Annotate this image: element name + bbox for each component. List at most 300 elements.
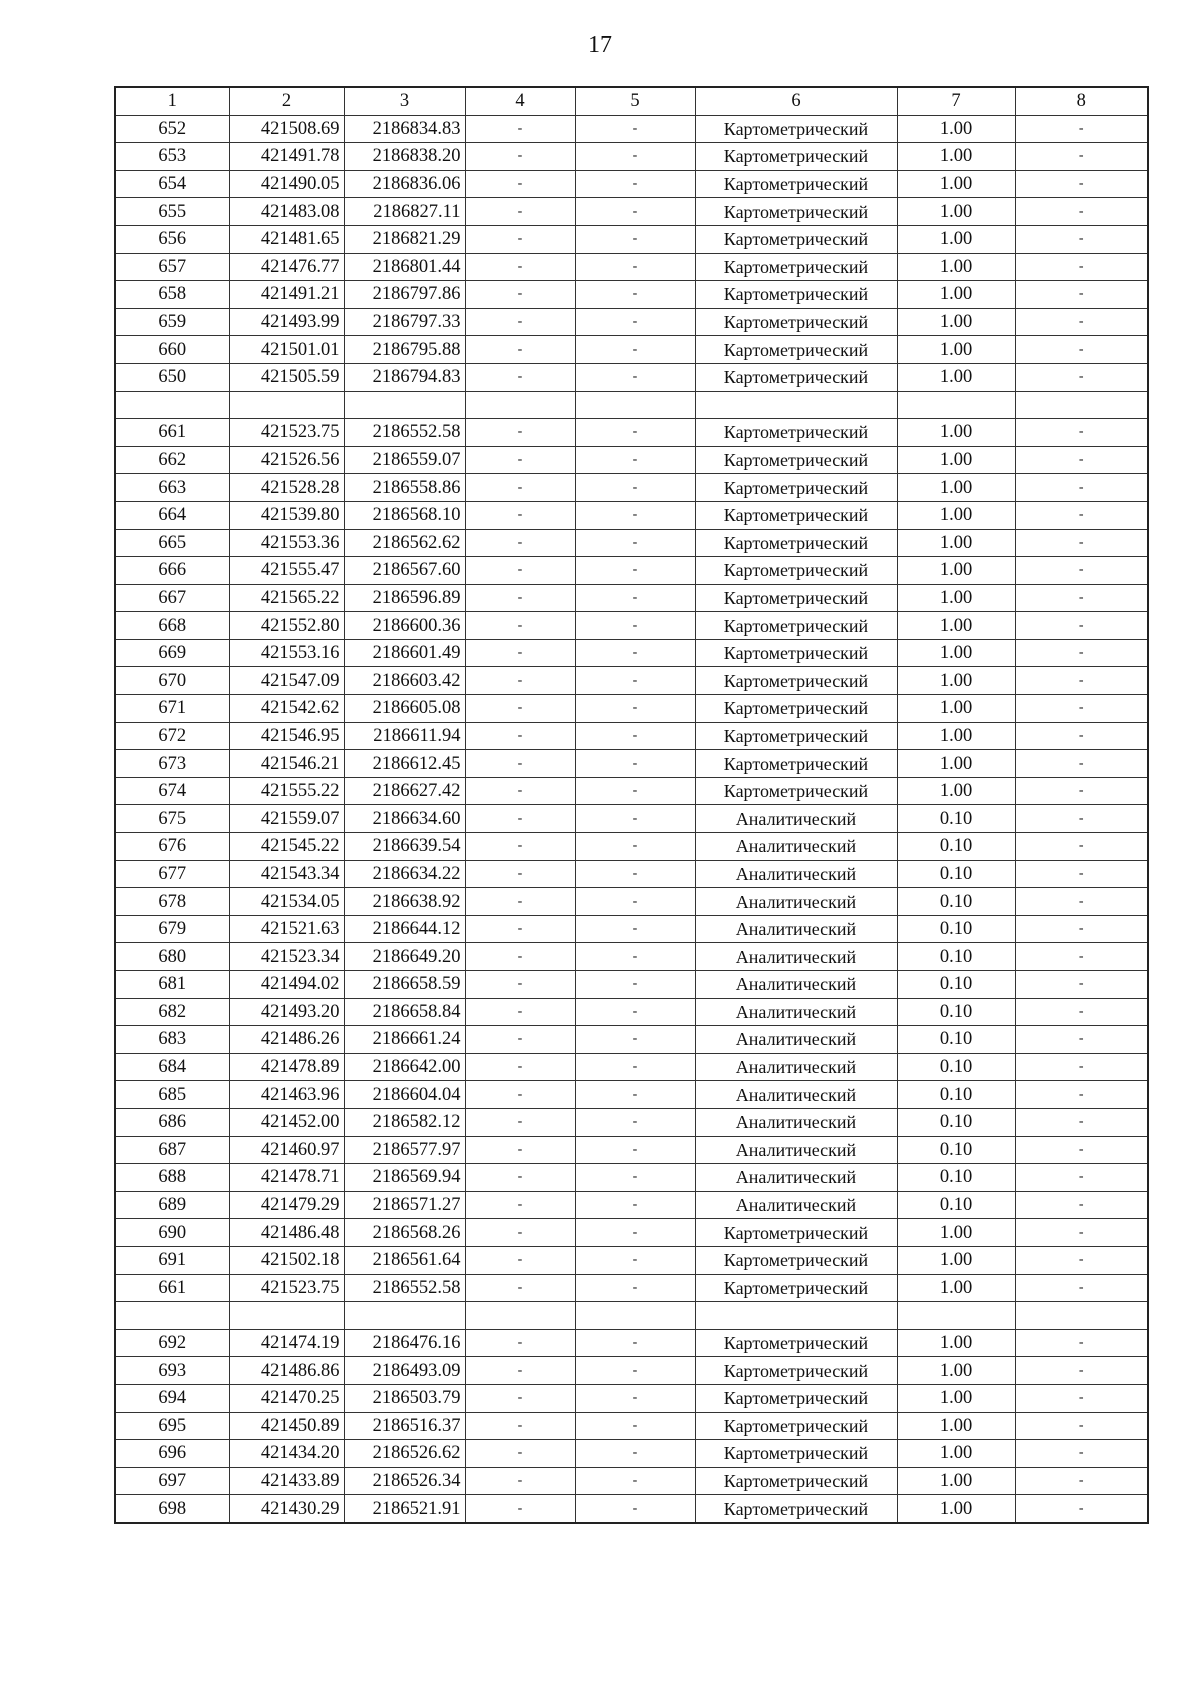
table-row bbox=[115, 1053, 1148, 1081]
column-4-cell: - bbox=[465, 1412, 575, 1440]
x-coordinate-cell: 421539.80 bbox=[229, 501, 344, 529]
column-5-cell: - bbox=[575, 888, 695, 916]
accuracy-cell: 1.00 bbox=[897, 446, 1015, 474]
accuracy-cell: 0.10 bbox=[897, 805, 1015, 833]
column-5-cell: - bbox=[575, 639, 695, 667]
method-cell: Аналитический bbox=[695, 833, 897, 861]
accuracy-cell: 1.00 bbox=[897, 308, 1015, 336]
y-coordinate-cell: 2186797.33 bbox=[344, 308, 465, 336]
x-coordinate-cell: 421494.02 bbox=[229, 971, 344, 999]
accuracy-cell: 1.00 bbox=[897, 639, 1015, 667]
accuracy-cell: 1.00 bbox=[897, 474, 1015, 502]
accuracy-cell: 1.00 bbox=[897, 363, 1015, 391]
column-5-cell: - bbox=[575, 501, 695, 529]
x-coordinate-cell: 421502.18 bbox=[229, 1246, 344, 1274]
column-4-cell: - bbox=[465, 695, 575, 723]
column-8-cell: - bbox=[1015, 888, 1148, 916]
table-row bbox=[115, 474, 1148, 502]
method-cell: Картометрический bbox=[695, 1440, 897, 1468]
column-4-cell: - bbox=[465, 281, 575, 309]
y-coordinate-cell: 2186838.20 bbox=[344, 143, 465, 171]
method-cell: Аналитический bbox=[695, 1191, 897, 1219]
method-cell: Картометрический bbox=[695, 1246, 897, 1274]
method-cell: Картометрический bbox=[695, 1384, 897, 1412]
column-8-cell: - bbox=[1015, 833, 1148, 861]
y-coordinate-cell: 2186568.10 bbox=[344, 501, 465, 529]
accuracy-cell: 0.10 bbox=[897, 1053, 1015, 1081]
column-5-cell: - bbox=[575, 750, 695, 778]
y-coordinate-cell: 2186476.16 bbox=[344, 1329, 465, 1357]
column-4-cell: - bbox=[465, 667, 575, 695]
column-5-cell: - bbox=[575, 1164, 695, 1192]
y-coordinate-cell: 2186658.84 bbox=[344, 998, 465, 1026]
table-row bbox=[115, 805, 1148, 833]
column-8-cell: - bbox=[1015, 1246, 1148, 1274]
column-5-cell: - bbox=[575, 860, 695, 888]
column-5-cell: - bbox=[575, 253, 695, 281]
x-coordinate-cell: 421547.09 bbox=[229, 667, 344, 695]
table-row bbox=[115, 170, 1148, 198]
y-coordinate-cell: 2186600.36 bbox=[344, 612, 465, 640]
column-5-cell: - bbox=[575, 170, 695, 198]
column-8-cell: - bbox=[1015, 1329, 1148, 1357]
column-8-cell: - bbox=[1015, 446, 1148, 474]
x-coordinate-cell: 421546.95 bbox=[229, 722, 344, 750]
table-row bbox=[115, 446, 1148, 474]
x-coordinate-cell: 421545.22 bbox=[229, 833, 344, 861]
column-4-cell: - bbox=[465, 1053, 575, 1081]
method-cell: Картометрический bbox=[695, 1412, 897, 1440]
column-5-cell: - bbox=[575, 1053, 695, 1081]
column-8-cell: - bbox=[1015, 336, 1148, 364]
y-coordinate-cell: 2186649.20 bbox=[344, 943, 465, 971]
x-coordinate-cell: 421474.19 bbox=[229, 1329, 344, 1357]
y-coordinate-cell: 2186559.07 bbox=[344, 446, 465, 474]
column-8-cell: - bbox=[1015, 529, 1148, 557]
method-cell bbox=[695, 391, 897, 419]
table-row bbox=[115, 336, 1148, 364]
y-coordinate-cell: 2186661.24 bbox=[344, 1026, 465, 1054]
accuracy-cell: 1.00 bbox=[897, 1440, 1015, 1468]
x-coordinate-cell: 421483.08 bbox=[229, 198, 344, 226]
point-number-cell: 663 bbox=[115, 474, 229, 502]
accuracy-cell: 1.00 bbox=[897, 501, 1015, 529]
column-8-cell: - bbox=[1015, 1467, 1148, 1495]
point-number-cell: 688 bbox=[115, 1164, 229, 1192]
accuracy-cell: 0.10 bbox=[897, 888, 1015, 916]
y-coordinate-cell: 2186526.34 bbox=[344, 1467, 465, 1495]
point-number-cell: 659 bbox=[115, 308, 229, 336]
y-coordinate-cell: 2186827.11 bbox=[344, 198, 465, 226]
table-row bbox=[115, 750, 1148, 778]
table-row bbox=[115, 888, 1148, 916]
method-cell: Картометрический bbox=[695, 170, 897, 198]
x-coordinate-cell: 421523.75 bbox=[229, 1274, 344, 1302]
x-coordinate-cell: 421430.29 bbox=[229, 1495, 344, 1523]
column-5-cell: - bbox=[575, 419, 695, 447]
column-header: 3 bbox=[344, 87, 465, 115]
column-8-cell: - bbox=[1015, 805, 1148, 833]
column-5-cell: - bbox=[575, 833, 695, 861]
column-4-cell: - bbox=[465, 308, 575, 336]
y-coordinate-cell: 2186569.94 bbox=[344, 1164, 465, 1192]
method-cell: Аналитический bbox=[695, 860, 897, 888]
point-number-cell: 696 bbox=[115, 1440, 229, 1468]
accuracy-cell: 0.10 bbox=[897, 1081, 1015, 1109]
column-4-cell: - bbox=[465, 639, 575, 667]
y-coordinate-cell bbox=[344, 1302, 465, 1330]
column-8-cell: - bbox=[1015, 750, 1148, 778]
column-8-cell: - bbox=[1015, 612, 1148, 640]
point-number-cell: 678 bbox=[115, 888, 229, 916]
x-coordinate-cell: 421470.25 bbox=[229, 1384, 344, 1412]
method-cell: Картометрический bbox=[695, 750, 897, 778]
x-coordinate-cell: 421523.34 bbox=[229, 943, 344, 971]
y-coordinate-cell: 2186638.92 bbox=[344, 888, 465, 916]
point-number-cell: 681 bbox=[115, 971, 229, 999]
accuracy-cell: 0.10 bbox=[897, 1191, 1015, 1219]
x-coordinate-cell: 421433.89 bbox=[229, 1467, 344, 1495]
method-cell: Картометрический bbox=[695, 1357, 897, 1385]
column-4-cell: - bbox=[465, 115, 575, 143]
x-coordinate-cell: 421552.80 bbox=[229, 612, 344, 640]
column-5-cell: - bbox=[575, 915, 695, 943]
column-8-cell: - bbox=[1015, 363, 1148, 391]
method-cell: Картометрический bbox=[695, 1329, 897, 1357]
method-cell: Аналитический bbox=[695, 1053, 897, 1081]
column-5-cell: - bbox=[575, 1274, 695, 1302]
table-row bbox=[115, 419, 1148, 447]
column-5-cell: - bbox=[575, 1191, 695, 1219]
x-coordinate-cell: 421478.71 bbox=[229, 1164, 344, 1192]
x-coordinate-cell: 421553.16 bbox=[229, 639, 344, 667]
column-5-cell: - bbox=[575, 1219, 695, 1247]
y-coordinate-cell: 2186795.88 bbox=[344, 336, 465, 364]
accuracy-cell: 0.10 bbox=[897, 833, 1015, 861]
method-cell: Аналитический bbox=[695, 943, 897, 971]
table-row bbox=[115, 833, 1148, 861]
accuracy-cell: 0.10 bbox=[897, 971, 1015, 999]
point-number-cell: 664 bbox=[115, 501, 229, 529]
column-4-cell: - bbox=[465, 833, 575, 861]
y-coordinate-cell: 2186644.12 bbox=[344, 915, 465, 943]
column-8-cell: - bbox=[1015, 143, 1148, 171]
table-row bbox=[115, 1329, 1148, 1357]
column-8-cell: - bbox=[1015, 943, 1148, 971]
point-number-cell: 661 bbox=[115, 419, 229, 447]
y-coordinate-cell: 2186801.44 bbox=[344, 253, 465, 281]
accuracy-cell: 1.00 bbox=[897, 1246, 1015, 1274]
method-cell: Аналитический bbox=[695, 971, 897, 999]
column-5-cell: - bbox=[575, 1357, 695, 1385]
table-row bbox=[115, 281, 1148, 309]
point-number-cell: 658 bbox=[115, 281, 229, 309]
column-8-cell: - bbox=[1015, 225, 1148, 253]
y-coordinate-cell: 2186552.58 bbox=[344, 1274, 465, 1302]
column-4-cell: - bbox=[465, 1108, 575, 1136]
x-coordinate-cell: 421450.89 bbox=[229, 1412, 344, 1440]
accuracy-cell: 1.00 bbox=[897, 695, 1015, 723]
column-8-cell: - bbox=[1015, 1274, 1148, 1302]
y-coordinate-cell: 2186601.49 bbox=[344, 639, 465, 667]
accuracy-cell: 1.00 bbox=[897, 1329, 1015, 1357]
column-4-cell bbox=[465, 391, 575, 419]
accuracy-cell: 0.10 bbox=[897, 860, 1015, 888]
accuracy-cell: 0.10 bbox=[897, 1136, 1015, 1164]
column-5-cell: - bbox=[575, 1081, 695, 1109]
y-coordinate-cell: 2186521.91 bbox=[344, 1495, 465, 1523]
table-row bbox=[115, 1467, 1148, 1495]
column-8-cell: - bbox=[1015, 860, 1148, 888]
column-4-cell: - bbox=[465, 1329, 575, 1357]
point-number-cell: 679 bbox=[115, 915, 229, 943]
table-header-row bbox=[115, 87, 1148, 115]
y-coordinate-cell bbox=[344, 391, 465, 419]
point-number-cell: 687 bbox=[115, 1136, 229, 1164]
x-coordinate-cell: 421534.05 bbox=[229, 888, 344, 916]
column-8-cell: - bbox=[1015, 695, 1148, 723]
x-coordinate-cell: 421479.29 bbox=[229, 1191, 344, 1219]
column-5-cell: - bbox=[575, 695, 695, 723]
column-header: 7 bbox=[897, 87, 1015, 115]
column-8-cell: - bbox=[1015, 419, 1148, 447]
column-4-cell: - bbox=[465, 253, 575, 281]
table-row bbox=[115, 1384, 1148, 1412]
point-number-cell: 665 bbox=[115, 529, 229, 557]
column-4-cell: - bbox=[465, 722, 575, 750]
x-coordinate-cell: 421555.22 bbox=[229, 777, 344, 805]
column-header: 8 bbox=[1015, 87, 1148, 115]
point-number-cell: 657 bbox=[115, 253, 229, 281]
column-5-cell: - bbox=[575, 446, 695, 474]
point-number-cell: 690 bbox=[115, 1219, 229, 1247]
x-coordinate-cell: 421460.97 bbox=[229, 1136, 344, 1164]
method-cell: Картометрический bbox=[695, 225, 897, 253]
point-number-cell: 676 bbox=[115, 833, 229, 861]
x-coordinate-cell: 421486.86 bbox=[229, 1357, 344, 1385]
accuracy-cell: 1.00 bbox=[897, 584, 1015, 612]
column-5-cell: - bbox=[575, 529, 695, 557]
point-number-cell: 694 bbox=[115, 1384, 229, 1412]
accuracy-cell: 1.00 bbox=[897, 722, 1015, 750]
y-coordinate-cell: 2186658.59 bbox=[344, 971, 465, 999]
column-5-cell: - bbox=[575, 971, 695, 999]
column-5-cell: - bbox=[575, 474, 695, 502]
column-5-cell: - bbox=[575, 1467, 695, 1495]
column-5-cell: - bbox=[575, 1108, 695, 1136]
column-8-cell: - bbox=[1015, 501, 1148, 529]
accuracy-cell: 1.00 bbox=[897, 750, 1015, 778]
column-5-cell: - bbox=[575, 1136, 695, 1164]
y-coordinate-cell: 2186558.86 bbox=[344, 474, 465, 502]
table-row bbox=[115, 501, 1148, 529]
column-5-cell: - bbox=[575, 943, 695, 971]
method-cell: Картометрический bbox=[695, 308, 897, 336]
y-coordinate-cell: 2186603.42 bbox=[344, 667, 465, 695]
column-4-cell: - bbox=[465, 1191, 575, 1219]
point-number-cell: 670 bbox=[115, 667, 229, 695]
y-coordinate-cell: 2186627.42 bbox=[344, 777, 465, 805]
column-8-cell: - bbox=[1015, 1164, 1148, 1192]
column-8-cell: - bbox=[1015, 115, 1148, 143]
method-cell bbox=[695, 1302, 897, 1330]
accuracy-cell: 0.10 bbox=[897, 943, 1015, 971]
column-5-cell: - bbox=[575, 198, 695, 226]
table-row bbox=[115, 943, 1148, 971]
x-coordinate-cell bbox=[229, 391, 344, 419]
table-row bbox=[115, 695, 1148, 723]
point-number-cell: 686 bbox=[115, 1108, 229, 1136]
x-coordinate-cell: 421543.34 bbox=[229, 860, 344, 888]
point-number-cell: 680 bbox=[115, 943, 229, 971]
column-8-cell: - bbox=[1015, 474, 1148, 502]
column-4-cell: - bbox=[465, 805, 575, 833]
y-coordinate-cell: 2186634.22 bbox=[344, 860, 465, 888]
y-coordinate-cell: 2186834.83 bbox=[344, 115, 465, 143]
column-8-cell: - bbox=[1015, 639, 1148, 667]
column-4-cell: - bbox=[465, 363, 575, 391]
table-row bbox=[115, 198, 1148, 226]
column-4-cell: - bbox=[465, 1274, 575, 1302]
y-coordinate-cell: 2186516.37 bbox=[344, 1412, 465, 1440]
point-number-cell: 697 bbox=[115, 1467, 229, 1495]
column-header: 1 bbox=[115, 87, 229, 115]
y-coordinate-cell: 2186821.29 bbox=[344, 225, 465, 253]
y-coordinate-cell: 2186596.89 bbox=[344, 584, 465, 612]
x-coordinate-cell: 421553.36 bbox=[229, 529, 344, 557]
accuracy-cell: 1.00 bbox=[897, 336, 1015, 364]
table-body bbox=[115, 115, 1148, 1523]
column-5-cell: - bbox=[575, 1246, 695, 1274]
point-number-cell: 677 bbox=[115, 860, 229, 888]
column-5-cell: - bbox=[575, 1329, 695, 1357]
column-4-cell: - bbox=[465, 1467, 575, 1495]
y-coordinate-cell: 2186567.60 bbox=[344, 557, 465, 585]
x-coordinate-cell: 421505.59 bbox=[229, 363, 344, 391]
column-8-cell: - bbox=[1015, 253, 1148, 281]
column-5-cell: - bbox=[575, 363, 695, 391]
table-row bbox=[115, 1274, 1148, 1302]
accuracy-cell: 0.10 bbox=[897, 1108, 1015, 1136]
column-header: 5 bbox=[575, 87, 695, 115]
column-8-cell: - bbox=[1015, 777, 1148, 805]
column-8-cell: - bbox=[1015, 1026, 1148, 1054]
accuracy-cell: 1.00 bbox=[897, 419, 1015, 447]
x-coordinate-cell: 421565.22 bbox=[229, 584, 344, 612]
column-4-cell: - bbox=[465, 915, 575, 943]
column-5-cell: - bbox=[575, 1412, 695, 1440]
column-4-cell: - bbox=[465, 557, 575, 585]
column-5-cell: - bbox=[575, 805, 695, 833]
point-number-cell: 691 bbox=[115, 1246, 229, 1274]
method-cell: Картометрический bbox=[695, 557, 897, 585]
method-cell: Картометрический bbox=[695, 419, 897, 447]
column-5-cell: - bbox=[575, 722, 695, 750]
column-5-cell: - bbox=[575, 998, 695, 1026]
accuracy-cell: 0.10 bbox=[897, 1026, 1015, 1054]
table-row bbox=[115, 722, 1148, 750]
table-row bbox=[115, 1412, 1148, 1440]
y-coordinate-cell: 2186794.83 bbox=[344, 363, 465, 391]
y-coordinate-cell: 2186611.94 bbox=[344, 722, 465, 750]
method-cell: Картометрический bbox=[695, 115, 897, 143]
accuracy-cell: 0.10 bbox=[897, 1164, 1015, 1192]
column-4-cell: - bbox=[465, 998, 575, 1026]
method-cell: Картометрический bbox=[695, 1495, 897, 1523]
accuracy-cell: 1.00 bbox=[897, 777, 1015, 805]
table-row bbox=[115, 1357, 1148, 1385]
point-number-cell: 652 bbox=[115, 115, 229, 143]
table-row bbox=[115, 557, 1148, 585]
table-row bbox=[115, 667, 1148, 695]
y-coordinate-cell: 2186577.97 bbox=[344, 1136, 465, 1164]
column-8-cell: - bbox=[1015, 1412, 1148, 1440]
point-number-cell bbox=[115, 391, 229, 419]
column-4-cell: - bbox=[465, 474, 575, 502]
table-row bbox=[115, 1191, 1148, 1219]
column-5-cell: - bbox=[575, 308, 695, 336]
column-8-cell: - bbox=[1015, 1219, 1148, 1247]
table-row bbox=[115, 308, 1148, 336]
table-row bbox=[115, 225, 1148, 253]
method-cell: Картометрический bbox=[695, 584, 897, 612]
column-4-cell: - bbox=[465, 336, 575, 364]
column-5-cell: - bbox=[575, 612, 695, 640]
method-cell: Картометрический bbox=[695, 363, 897, 391]
column-8-cell bbox=[1015, 391, 1148, 419]
table-row bbox=[115, 612, 1148, 640]
point-number-cell: 675 bbox=[115, 805, 229, 833]
column-5-cell: - bbox=[575, 225, 695, 253]
x-coordinate-cell: 421521.63 bbox=[229, 915, 344, 943]
y-coordinate-cell: 2186582.12 bbox=[344, 1108, 465, 1136]
column-4-cell: - bbox=[465, 777, 575, 805]
point-number-cell bbox=[115, 1302, 229, 1330]
method-cell: Аналитический bbox=[695, 1136, 897, 1164]
column-4-cell: - bbox=[465, 1164, 575, 1192]
accuracy-cell bbox=[897, 391, 1015, 419]
table-row bbox=[115, 777, 1148, 805]
y-coordinate-cell: 2186642.00 bbox=[344, 1053, 465, 1081]
table-row bbox=[115, 860, 1148, 888]
y-coordinate-cell: 2186503.79 bbox=[344, 1384, 465, 1412]
column-8-cell bbox=[1015, 1302, 1148, 1330]
accuracy-cell: 1.00 bbox=[897, 143, 1015, 171]
method-cell: Картометрический bbox=[695, 143, 897, 171]
method-cell: Аналитический bbox=[695, 1081, 897, 1109]
method-cell: Аналитический bbox=[695, 1026, 897, 1054]
column-5-cell: - bbox=[575, 557, 695, 585]
x-coordinate-cell: 421486.48 bbox=[229, 1219, 344, 1247]
column-5-cell: - bbox=[575, 584, 695, 612]
column-8-cell: - bbox=[1015, 1136, 1148, 1164]
point-number-cell: 683 bbox=[115, 1026, 229, 1054]
column-8-cell: - bbox=[1015, 308, 1148, 336]
accuracy-cell: 1.00 bbox=[897, 1467, 1015, 1495]
x-coordinate-cell: 421501.01 bbox=[229, 336, 344, 364]
table-row bbox=[115, 639, 1148, 667]
point-number-cell: 662 bbox=[115, 446, 229, 474]
column-5-cell: - bbox=[575, 336, 695, 364]
point-number-cell: 695 bbox=[115, 1412, 229, 1440]
method-cell: Картометрический bbox=[695, 336, 897, 364]
point-number-cell: 668 bbox=[115, 612, 229, 640]
column-8-cell: - bbox=[1015, 1440, 1148, 1468]
column-4-cell: - bbox=[465, 198, 575, 226]
column-4-cell: - bbox=[465, 1136, 575, 1164]
column-8-cell: - bbox=[1015, 170, 1148, 198]
x-coordinate-cell: 421486.26 bbox=[229, 1026, 344, 1054]
